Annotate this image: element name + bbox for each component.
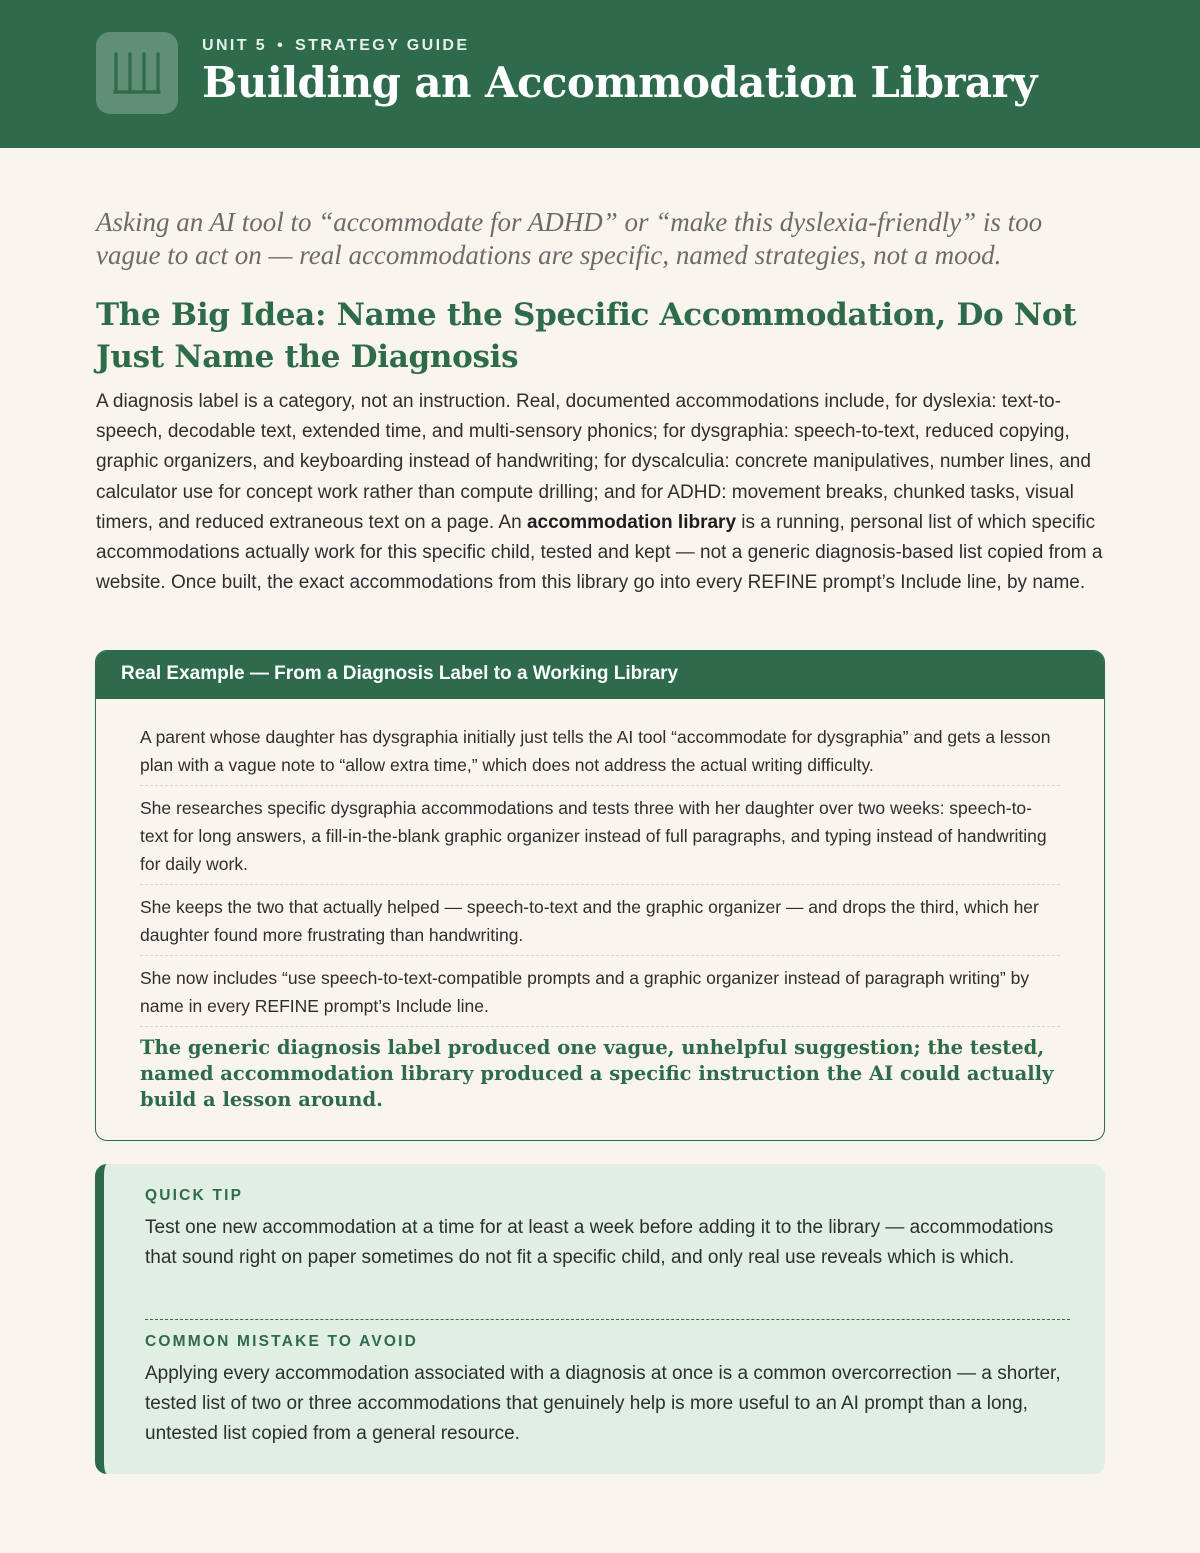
page-title: Building an Accommodation Library (202, 58, 1037, 107)
common-mistake-label: COMMON MISTAKE TO AVOID (145, 1333, 419, 1350)
body-text-start: A diagnosis label is a category, not an instruction. Real, documented accommodations include, for dyslexia: text-to-speech, decodable text, extended time, and multi-sensory phonics; for dysgraphia: speech-to-text, reduced copying, graphic organizers, and keyboarding instead of handwriting; for dyscalculia: concrete manipulatives, number lines, and calculator use for concept work rather than compute drilling; and for ADHD: movement breaks, chunked tasks, visual timers, and reduced extraneous text on a page. An (96, 391, 1091, 533)
example-title: Real Example — From a Diagnosis Label to a Working Library (96, 651, 1104, 699)
library-columns-icon (96, 32, 178, 114)
intro-text: Asking an AI tool to “accommodate for ADHD” or “make this dyslexia-friendly” is too vague to act on — real accommodations are specific, named strategies, not a mood. (96, 207, 1043, 270)
quick-tip-label: QUICK TIP (145, 1187, 244, 1204)
example-steps (140, 723, 1060, 1113)
big-idea-body (96, 387, 1106, 598)
example-step: She researches specific dysgraphia accommodations and tests three with her daughter over two weeks: speech-to-text for long answers, a fill-in-the-blank graphic organizer instead of full paragraphs, and typing instead of handwriting for daily work. (140, 794, 1060, 885)
key-term: accommodation library (526, 511, 737, 533)
tips-divider (145, 1319, 1070, 1320)
example-step: A parent whose daughter has dysgraphia initially just tells the AI tool “accommodate for dysgraphia” and gets a lesson plan with a vague note to “allow extra time,” which does not address the actual writing difficulty. (140, 723, 1060, 786)
body-text-end: is a running, personal list of which specific accommodations actually work for this specific child, tested and kept — not a generic diagnosis-based list copied from a website. Once built, the exact accommodations from this library go into every REFINE prompt’s Include line, by name. (96, 511, 1103, 594)
category-label: STRATEGY GUIDE (295, 37, 470, 54)
big-idea-heading: The Big Idea: Name the Specific Accommodation, Do Not Just Name the Diagnosis (96, 297, 1077, 375)
page-header (0, 0, 1200, 148)
eyebrow-separator: • (277, 37, 286, 54)
example-step: She now includes “use speech-to-text-compatible prompts and a graphic organizer instead of paragraph writing” by name in every REFINE prompt’s Include line. (140, 964, 1060, 1027)
tips-panel (95, 1164, 1105, 1474)
real-example-box (95, 650, 1105, 1141)
quick-tip-text: Test one new accommodation at a time for at least a week before adding it to the library — accommodations that sound right on paper sometimes do not fit a specific child, and only real use reveals which is which. (145, 1217, 1054, 1268)
example-conclusion: The generic diagnosis label produced one vague, unhelpful suggestion; the tested, named accommodation library produced a specific instruction the AI could actually build a lesson around. (140, 1036, 1054, 1111)
common-mistake-text: Applying every accommodation associated with a diagnosis at once is a common overcorrection — a shorter, tested list of two or three accommodations that genuinely help is more useful to an AI prompt than a long, untested list copied from a general resource. (145, 1363, 1061, 1444)
example-step: She keeps the two that actually helped — speech-to-text and the graphic organizer — and drops the third, which her daughter found more frustrating than handwriting. (140, 893, 1060, 956)
unit-eyebrow (202, 37, 469, 55)
unit-label: UNIT 5 (202, 37, 268, 54)
